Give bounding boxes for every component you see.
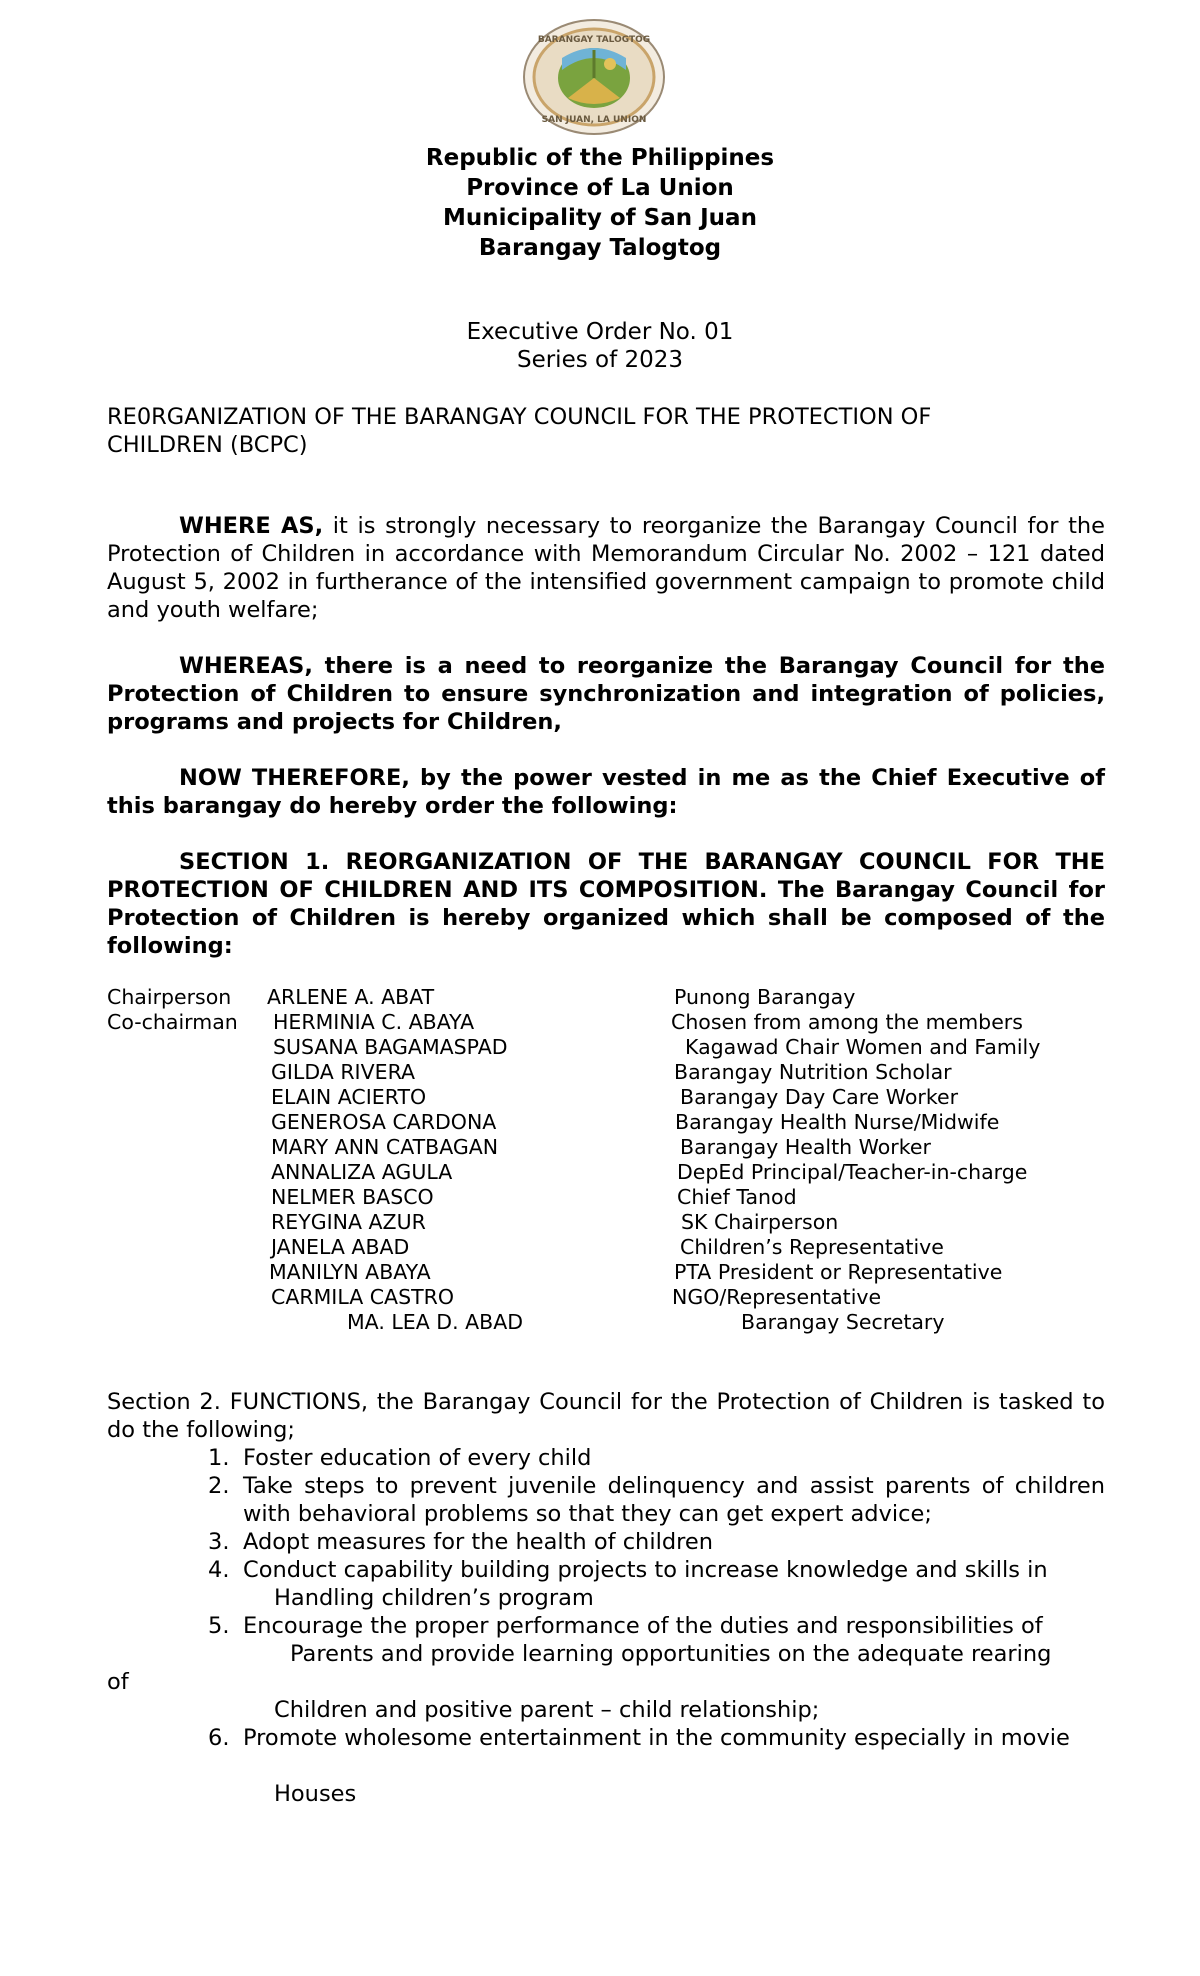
member-position: Barangay Health Nurse/Midwife [675, 1110, 1000, 1134]
member-name: JANELA ABAD [271, 1235, 410, 1259]
seal-sun [604, 58, 616, 70]
member-name: MANILYN ABAYA [269, 1260, 431, 1284]
member-name: HERMINIA C. ABAYA [273, 1010, 475, 1034]
member-position: SK Chairperson [681, 1210, 839, 1234]
member-position: Barangay Health Worker [680, 1135, 931, 1159]
section-1-clause [107, 848, 1105, 960]
seal-bottom-text: SAN JUAN, LA UNION [541, 115, 647, 125]
member-name: ELAIN ACIERTO [271, 1085, 427, 1109]
function-item-6-line-2: Houses [274, 1781, 357, 1807]
member-position: Chosen from among the members [671, 1010, 1023, 1034]
section-2-intro: Section 2. FUNCTIONS, the Barangay Council for the Protection of Children is tasked to do the following; [107, 1389, 1105, 1443]
member-position: Barangay Nutrition Scholar [674, 1060, 952, 1084]
member-name: GILDA RIVERA [271, 1060, 416, 1084]
barangay-seal-logo [522, 18, 666, 136]
list-number: 2. [208, 1473, 230, 1499]
title-line-2: CHILDREN (BCPC) [107, 432, 308, 458]
order-number: Executive Order No. 01 [466, 319, 734, 345]
member-name: ARLENE A. ABAT [267, 985, 435, 1009]
function-item-1: Foster education of every child [243, 1445, 592, 1471]
list-number: 6. [208, 1725, 230, 1751]
member-position: NGO/Representative [672, 1285, 882, 1309]
member-position: Kagawad Chair Women and Family [685, 1035, 1041, 1059]
whereas-clause-2 [107, 652, 1105, 736]
whereas-2-text: WHEREAS, there is a need to reorganize the Barangay Council for the Protection of Children to ensure synchronization and integration of policies, programs and projects for Children, [107, 653, 1105, 735]
member-name: REYGINA AZUR [271, 1210, 426, 1234]
whereas-clause-1 [107, 512, 1105, 624]
member-position: Children’s Representative [680, 1235, 944, 1259]
list-number: 5. [208, 1613, 230, 1639]
header-republic: Republic of the Philippines [425, 145, 775, 171]
function-item-5-line-1: Encourage the proper performance of the duties and responsibilities of [243, 1613, 1043, 1639]
member-name: GENEROSA CARDONA [271, 1110, 497, 1134]
order-series: Series of 2023 [516, 347, 684, 373]
member-position: Barangay Secretary [741, 1310, 945, 1334]
function-item-5-line-3: Children and positive parent – child relationship; [274, 1697, 820, 1723]
member-name: CARMILA CASTRO [271, 1285, 454, 1309]
member-role-label: Co-chairman [107, 1010, 238, 1034]
header-municipality: Municipality of San Juan [443, 205, 757, 231]
function-item-4-line-2: Handling children’s program [274, 1585, 594, 1611]
section-1-text: SECTION 1. REORGANIZATION OF THE BARANGAY COUNCIL FOR THE PROTECTION OF CHILDREN AND ITS COMPOSITION. The Barangay Council for Protection of Children is hereby organized which shall be composed of the following: [107, 849, 1105, 959]
list-number: 3. [208, 1529, 230, 1555]
member-name: SUSANA BAGAMASPAD [273, 1035, 508, 1059]
member-position: Punong Barangay [674, 985, 856, 1009]
header-province: Province of La Union [466, 175, 734, 201]
header-barangay: Barangay Talogtog [478, 235, 722, 261]
now-therefore-text: NOW THEREFORE, by the power vested in me as the Chief Executive of this barangay do hereby order the following: [107, 765, 1105, 819]
document-header [0, 143, 1200, 263]
list-number: 4. [208, 1557, 230, 1583]
now-therefore-clause [107, 764, 1105, 820]
list-number: 1. [208, 1445, 230, 1471]
function-item-4-line-1: Conduct capability building projects to increase knowledge and skills in [243, 1557, 1048, 1583]
member-name: NELMER BASCO [271, 1185, 434, 1209]
member-position: Barangay Day Care Worker [680, 1085, 959, 1109]
member-name: MARY ANN CATBAGAN [271, 1135, 499, 1159]
executive-order-heading [0, 318, 1200, 374]
member-position: PTA President or Representative [674, 1260, 1003, 1284]
document-title [107, 403, 1007, 459]
function-item-5-line-2: Parents and provide learning opportunities on the adequate rearing [290, 1641, 1052, 1667]
member-role-label: Chairperson [107, 985, 232, 1009]
seal-top-text: BARANGAY TALOGTOG [537, 35, 651, 45]
function-item-6-line-1: Promote wholesome entertainment in the community especially in movie [243, 1725, 1070, 1751]
member-position: Chief Tanod [677, 1185, 797, 1209]
function-item-2: Take steps to prevent juvenile delinquency and assist parents of children with behavioral problems so that they can get expert advice; [243, 1473, 1105, 1527]
function-item-3: Adopt measures for the health of children [243, 1529, 713, 1555]
whereas-1-lead: WHERE AS, [179, 513, 324, 539]
member-position: DepEd Principal/Teacher-in-charge [677, 1160, 1028, 1184]
member-name: MA. LEA D. ABAD [347, 1310, 524, 1334]
whereas-1-text: it is strongly necessary to reorganize the Barangay Council for the Protection of Children in accordance with Memorandum Circular No. 2002 – 121 dated August 5, 2002 in furtherance of the intensified government campaign to promote child and youth welfare; [107, 513, 1105, 623]
function-item-5-of: of [107, 1669, 129, 1695]
title-line-1: RE0RGANIZATION OF THE BARANGAY COUNCIL FOR THE PROTECTION OF [107, 404, 932, 430]
member-name: ANNALIZA AGULA [271, 1160, 453, 1184]
